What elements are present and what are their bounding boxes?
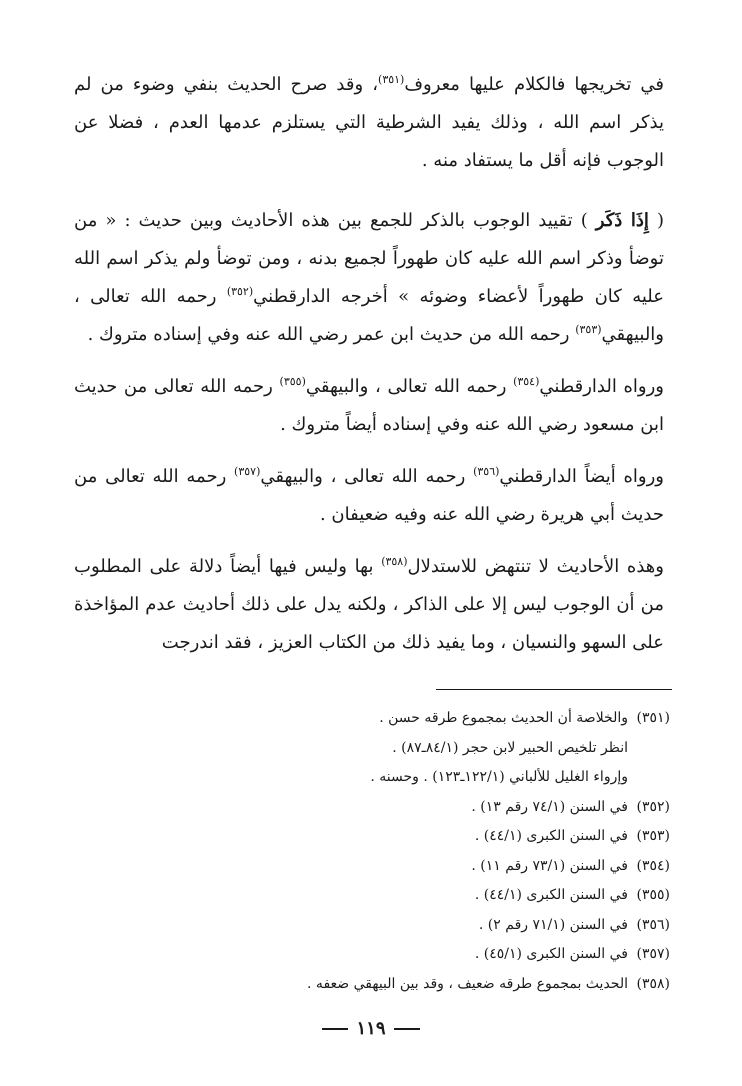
- footnote-ref-353[interactable]: (٣٥٣): [575, 323, 602, 336]
- footnote-ref-357[interactable]: (٣٥٧): [234, 465, 261, 478]
- footnote-text: في السنن الكبرى (٤٤/١) .: [474, 828, 628, 844]
- paragraph-5-text-b: بها وليس فيها أيضاً دلالة على المطلوب من أن الوجوب ليس إلا على الذاكر ، ولكنه يدل على ذلك أحاديث عدم المؤاخذة على السهو والنسيان ، وما يفيد ذلك من الكتاب العزيز ، فقد اندرجت: [74, 556, 664, 653]
- footnote-text: في السنن (٧٤/١ رقم ١٣) .: [471, 798, 628, 815]
- footnote-ref-356[interactable]: (٣٥٦): [473, 465, 500, 478]
- footnote-text: انظر تلخيص الحبير لابن حجر (٨٤/١ـ٨٧) .: [392, 739, 628, 756]
- footnote-356: [70, 911, 670, 941]
- footnote-355: [70, 881, 670, 911]
- footnote-358: [70, 970, 670, 1000]
- footnote-ref-358[interactable]: (٣٥٨): [381, 555, 408, 568]
- paragraph-4-text-b: رحمه الله تعالى ، والبيهقي: [260, 466, 474, 487]
- page-number: [0, 1018, 742, 1039]
- footnote-351-continuation-1: [70, 734, 670, 764]
- paragraph-3-text-a: ورواه الدارقطني: [539, 376, 664, 397]
- paragraph-5: [74, 548, 664, 662]
- footnote-number: (٣٥٢): [636, 798, 670, 815]
- paragraph-4-text-a: ورواه أيضاً الدارقطني: [499, 466, 664, 487]
- paragraph-4: [74, 458, 664, 534]
- footnote-number: (٣٥٤): [636, 857, 670, 874]
- footnote-352: [70, 793, 670, 823]
- paragraph-2-text-c: رحمه الله من حديث ابن عمر رضي الله عنه وفي إسناده متروك .: [87, 324, 576, 345]
- footnote-separator: [436, 689, 672, 690]
- footnote-number: (٣٥٦): [636, 916, 670, 933]
- paragraph-1-text-a: في تخريجها فالكلام عليها معروف: [404, 74, 665, 95]
- footnote-ref-355[interactable]: (٣٥٥): [279, 375, 306, 388]
- paragraph-3: [74, 368, 664, 444]
- paragraph-1-text-b: ، وقد صرح الحديث بنفي وضوء من لم يذكر اسم الله ، وذلك يفيد الشرطية التي يستلزم عدمها العدم ، فضلا عن الوجوب فإنه أقل ما يستفاد منه .: [74, 74, 664, 171]
- main-body-text: [74, 66, 664, 662]
- paragraph-2-text-a: ) تقييد الوجوب بالذكر للجمع بين هذه الأحاديث وبين حديث : « من توضأ وذكر اسم الله عليه كان طهوراً لجميع بدنه ، ومن توضأ ولم يذكر اسم الله عليه كان طهوراً لأعضاء وضوئه » أخرجه الدارقطني: [74, 210, 664, 307]
- paragraph-3-text-b: رحمه الله تعالى ، والبيهقي: [305, 376, 514, 397]
- footnote-text: في السنن الكبرى (٤٥/١) .: [474, 946, 628, 962]
- footnote-text: والخلاصة أن الحديث بمجموع طرقه حسن .: [379, 710, 628, 726]
- paragraph-2-open-paren: (: [648, 210, 664, 231]
- footnote-354: [70, 852, 670, 882]
- footnote-text: وإرواء الغليل للألباني (١٢٢/١ـ١٢٣) . وحسنه .: [370, 769, 628, 785]
- paragraph-5-text-a: وهذه الأحاديث لا تنتهض للاستدلال: [407, 556, 664, 577]
- footnote-text: في السنن الكبرى (٤٤/١) .: [474, 887, 628, 903]
- footnote-number: (٣٥٨): [636, 975, 670, 992]
- footnote-357: [70, 940, 670, 970]
- footnote-text: في السنن (٧٣/١ رقم ١١) .: [471, 857, 628, 874]
- footnote-ref-354[interactable]: (٣٥٤): [513, 375, 540, 388]
- footnote-353: [70, 822, 670, 852]
- paragraph-1: [74, 66, 664, 180]
- lead-term: إِذَا ذَكَر: [595, 210, 649, 231]
- footnote-number: (٣٥١): [636, 710, 670, 726]
- page-number-dash-left: [322, 1028, 348, 1030]
- footnote-351: [70, 704, 670, 734]
- paragraph-3-text-c: رحمه الله تعالى من حديث ابن مسعود رضي الله عنه وفي إسناده أيضاً متروك .: [74, 376, 664, 435]
- footnote-ref-351[interactable]: (٣٥١): [378, 73, 405, 86]
- paragraph-4-text-c: رحمه الله تعالى من حديث أبي هريرة رضي الله عنه وفيه ضعيفان .: [74, 466, 664, 525]
- page-number-dash-right: [394, 1028, 420, 1030]
- footnote-number: (٣٥٣): [636, 828, 670, 844]
- footnote-number: (٣٥٧): [636, 946, 670, 962]
- footnote-text: في السنن (٧١/١ رقم ٢) .: [478, 916, 628, 933]
- paragraph-2-text-b: رحمه الله تعالى ، والبيهقي: [74, 286, 664, 345]
- footnote-text: الحديث بمجموع طرقه ضعيف ، وقد بين البيهقي ضعفه .: [307, 975, 628, 992]
- footnotes-section: [70, 704, 670, 999]
- paragraph-2: [74, 202, 664, 354]
- footnote-number: (٣٥٥): [636, 887, 670, 903]
- footnote-351-continuation-2: [70, 763, 670, 793]
- page-number-value: ١١٩: [356, 1018, 386, 1039]
- footnote-ref-352[interactable]: (٣٥٢): [226, 285, 254, 298]
